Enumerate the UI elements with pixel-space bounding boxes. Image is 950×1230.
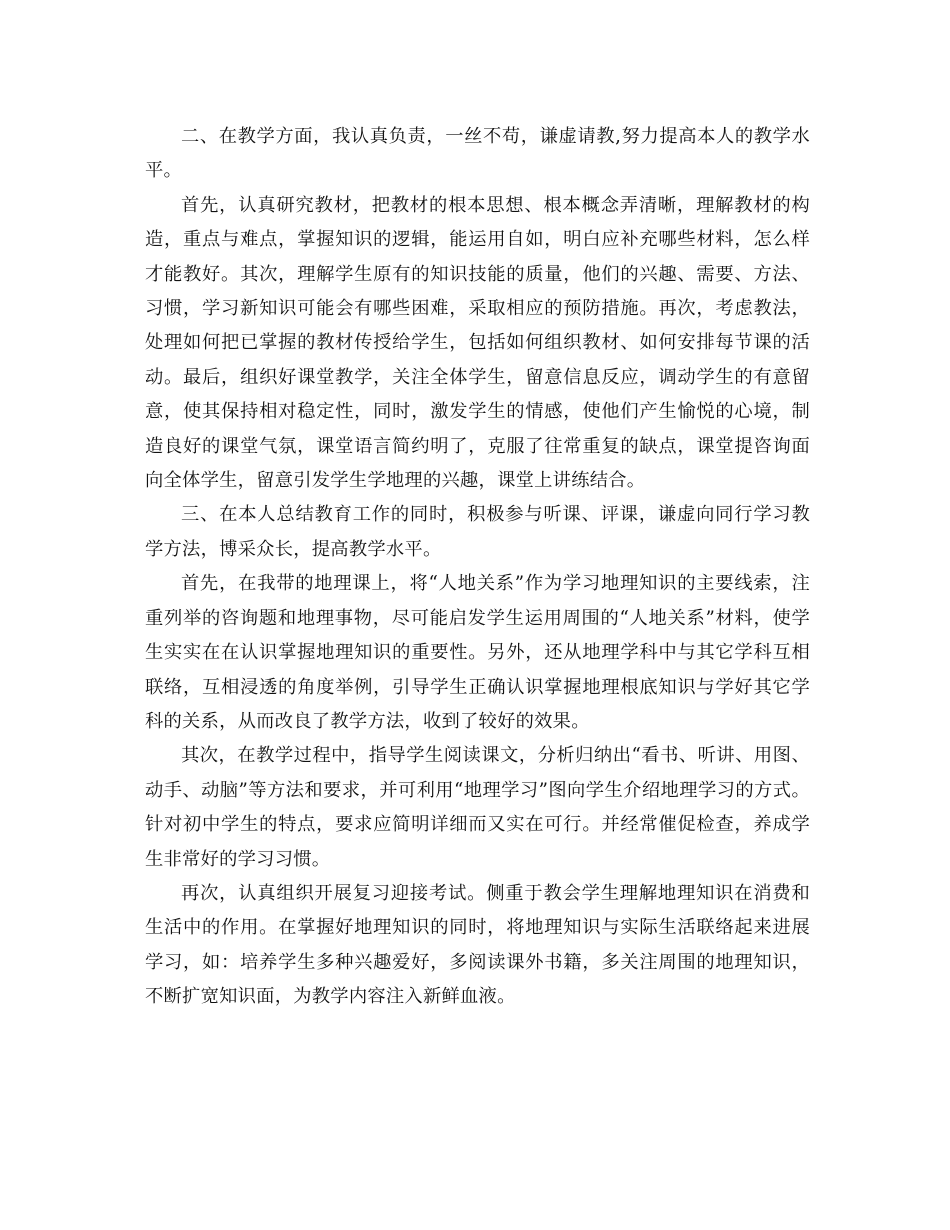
paragraph-human-land-relation: 首先，在我带的地理课上，将“人地关系”作为学习地理知识的主要线索，注重列举的咨询题和地理事物，尽可能启发学生运用周围的“人地关系”材料，使学生实实在在认识掌握地理知识的重要性。另外，还从地理学科中与其它学科互相联络，互相浸透的角度举例，引导学生正确认识掌握地理根底知识与学好其它学科的关系，从而改良了教学方法，收到了较好的效果。 (145, 573, 810, 732)
paragraph-teaching-attitude: 二、在教学方面，我认真负责，一丝不苟，谦虚请教,努力提高本人的教学水平。 (145, 126, 810, 182)
paragraph-exam-review: 再次，认真组织开展复习迎接考试。侧重于教会学生理解地理知识在消费和生活中的作用。在掌握好地理知识的同时，将地理知识与实际生活联络起来进展学习，如：培养学生多种兴趣爱好，多阅读课外书籍，多关注周围的地理知识，不断扩宽知识面，为教学内容注入新鲜血液。 (145, 882, 810, 1008)
paragraph-textbook-study: 首先，认真研究教材，把教材的根本思想、根本概念弄清晰，理解教材的构造，重点与难点，掌握知识的逻辑，能运用自如，明白应补充哪些材料，怎么样才能教好。其次，理解学生原有的知识技能的质量，他们的兴趣、需要、方法、习惯，学习新知识可能会有哪些困难，采取相应的预防措施。再次，考虑教法，处理如何把已掌握的教材传授给学生，包括如何组织教材、如何安排每节课的活动。最后，组织好课堂教学，关注全体学生，留意信息反应，调动学生的有意留意，使其保持相对稳定性，同时，激发学生的情感，使他们产生愉悦的心境，制造良好的课堂气氛，课堂语言简约明了，克服了往常重复的缺点，课堂提咨询面向全体学生，留意引发学生学地理的兴趣，课堂上讲练结合。 (145, 194, 810, 492)
paragraph-peer-learning: 三、在本人总结教育工作的同时，积极参与听课、评课，谦虚向同行学习教学方法，博采众长，提高教学水平。 (145, 504, 810, 560)
document-body (145, 120, 810, 1015)
paragraph-reading-guidance: 其次，在教学过程中，指导学生阅读课文，分析归纳出“看书、听讲、用图、动手、动脑”等方法和要求，并可利用“地理学习”图向学生介绍地理学习的方式。针对初中学生的特点，要求应简明详细而又实在可行。并经常催促检查，养成学生非常好的学习习惯。 (145, 745, 810, 870)
